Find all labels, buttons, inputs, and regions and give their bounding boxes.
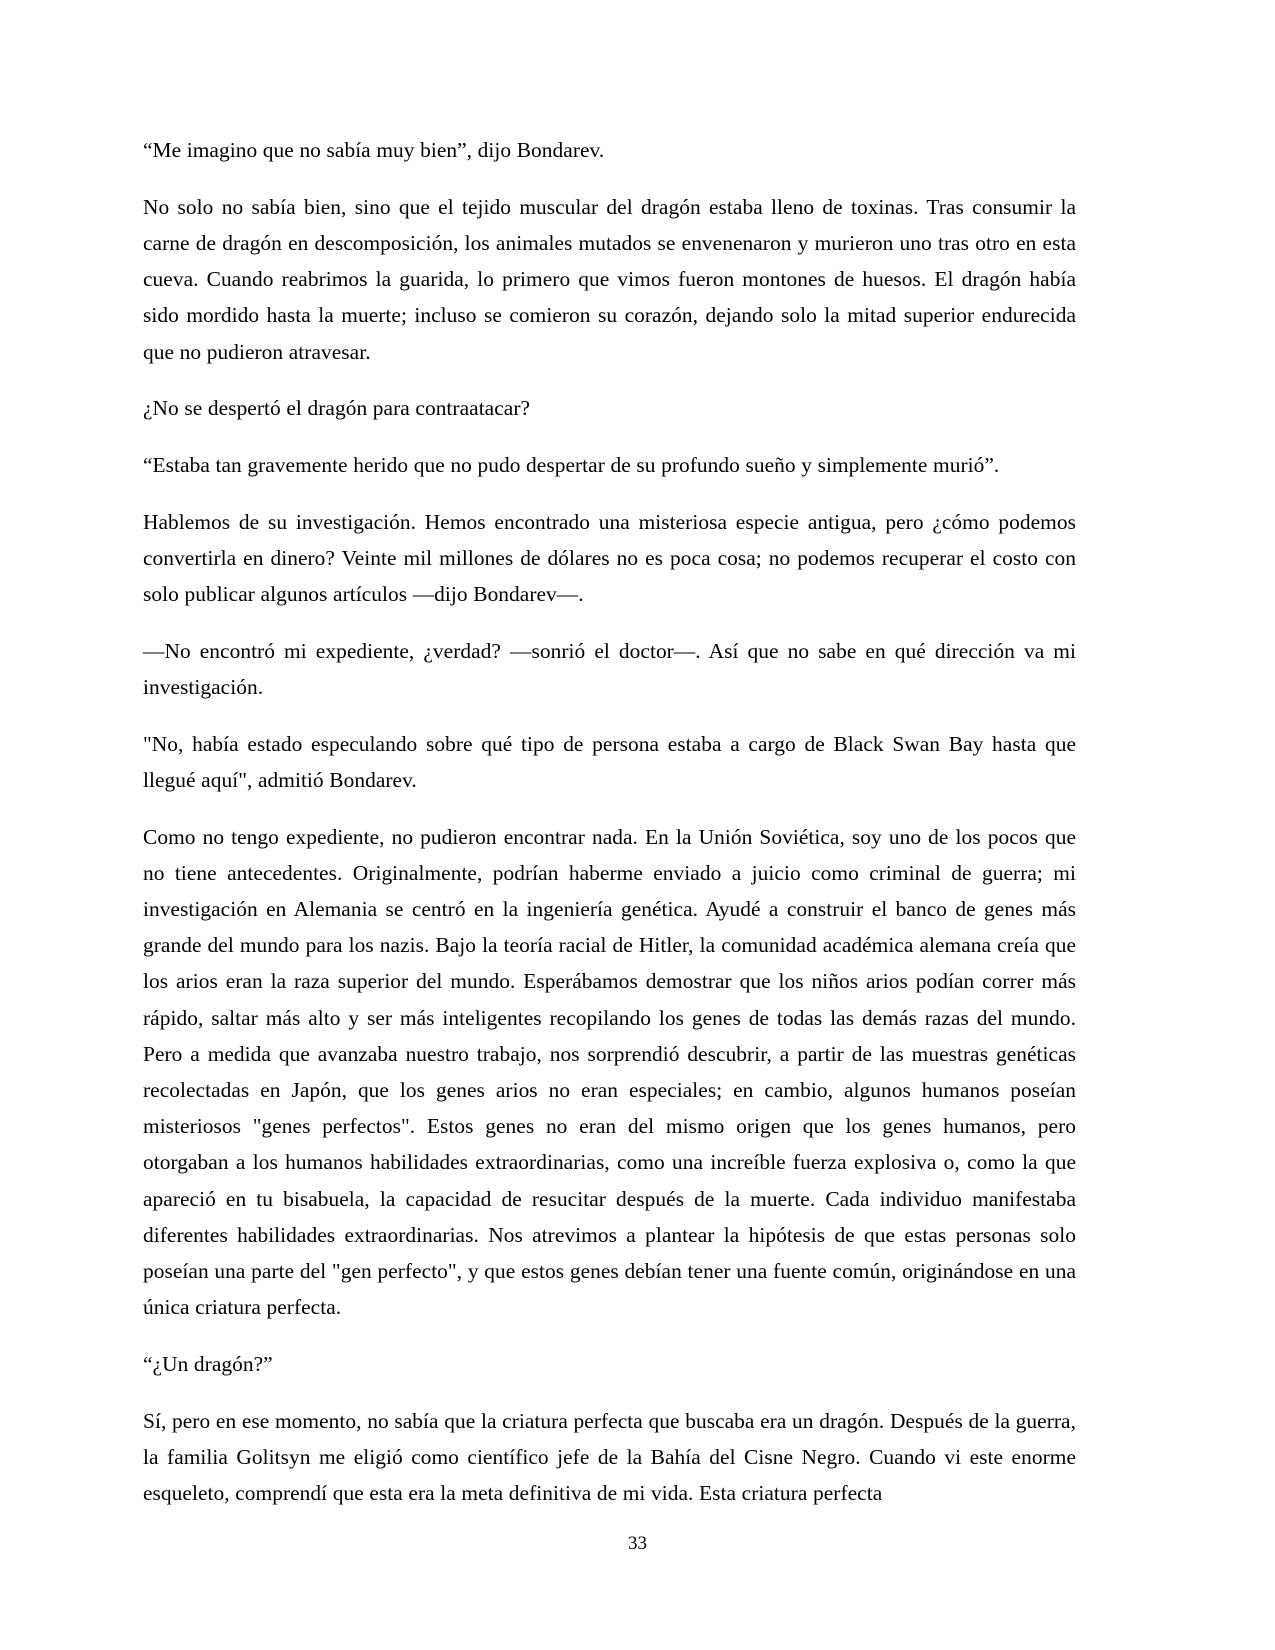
paragraph-5: Hablemos de su investigación. Hemos encontrado una misteriosa especie antigua, pero ¿cómo podemos convertirla en dinero? Veinte mil millones de dólares no es poca cosa; no podemos recuperar el costo con solo publicar algunos artículos —dijo Bondarev—. — [143, 509, 1076, 607]
paragraph-6: —No encontró mi expediente, ¿verdad? —sonrió el doctor—. Así que no sabe en qué dirección va mi investigación. — [143, 638, 1076, 699]
paragraph-4: “Estaba tan gravemente herido que no pudo despertar de su profundo sueño y simplemente murió”. — [143, 452, 1000, 477]
paragraph-8: Como no tengo expediente, no pudieron encontrar nada. En la Unión Soviética, soy uno de los pocos que no tiene antecedentes. Originalmente, podrían haberme enviado a juicio como criminal de guerra; mi investigación en Alemania se centró en la ingeniería genética. Ayudé a construir el banco de genes más grande del mundo para los nazis. Bajo la teoría racial de Hitler, la comunidad académica alemana creía que los arios eran la raza superior del mundo. Esperábamos demostrar que los niños arios podían correr más rápido, saltar más alto y ser más inteligentes recopilando los genes de todas las demás razas del mundo. Pero a medida que avanzaba nuestro trabajo, nos sorprendió descubrir, a partir de las muestras genéticas recolectadas en Japón, que los genes arios no eran especiales; en cambio, algunos humanos poseían misteriosos "genes perfectos". Estos genes no eran del mismo origen que los genes humanos, pero otorgaban a los humanos habilidades extraordinarias, como una increíble fuerza explosiva o, como la que apareció en tu bisabuela, la capacidad de resucitar después de la muerte. Cada individuo manifestaba diferentes habilidades extraordinarias. Nos atrevimos a plantear la hipótesis de que estas personas solo poseían una parte del "gen perfecto", y que estos genes debían tener una fuente común, originándose en una única criatura perfecta. — [143, 824, 1076, 1320]
paragraph-1: “Me imagino que no sabía muy bien”, dijo Bondarev. — [143, 138, 605, 162]
paragraph-3: ¿No se despertó el dragón para contraatacar? — [143, 396, 531, 421]
paragraph-2: No solo no sabía bien, sino que el tejido muscular del dragón estaba lleno de toxinas. Tras consumir la carne de dragón en descomposición, los animales mutados se envenenaron y murieron uno tras otro en esta cueva. Cuando reabrimos la guarida, lo primero que vimos fueron montones de huesos. El dragón había sido mordido hasta la muerte; incluso se comieron su corazón, dejando solo la mitad superior endurecida que no pudieron atravesar. — [143, 194, 1076, 364]
paragraph-10: Sí, pero en ese momento, no sabía que la criatura perfecta que buscaba era un dragón. Después de la guerra, la familia Golitsyn me eligió como científico jefe de la Bahía del Cisne Negro. Cuando vi este enorme esqueleto, comprendí que esta era la meta definitiva de mi vida. Esta criatura perfecta — [143, 1408, 1076, 1505]
paragraph-7: "No, había estado especulando sobre qué tipo de persona estaba a cargo de Black Swan Bay hasta que llegué aquí", admitió Bondarev. — [143, 731, 1076, 792]
page-number: 33 — [628, 1533, 647, 1554]
paragraph-9: “¿Un dragón?” — [143, 1351, 273, 1376]
body-text-column — [143, 132, 1076, 1532]
